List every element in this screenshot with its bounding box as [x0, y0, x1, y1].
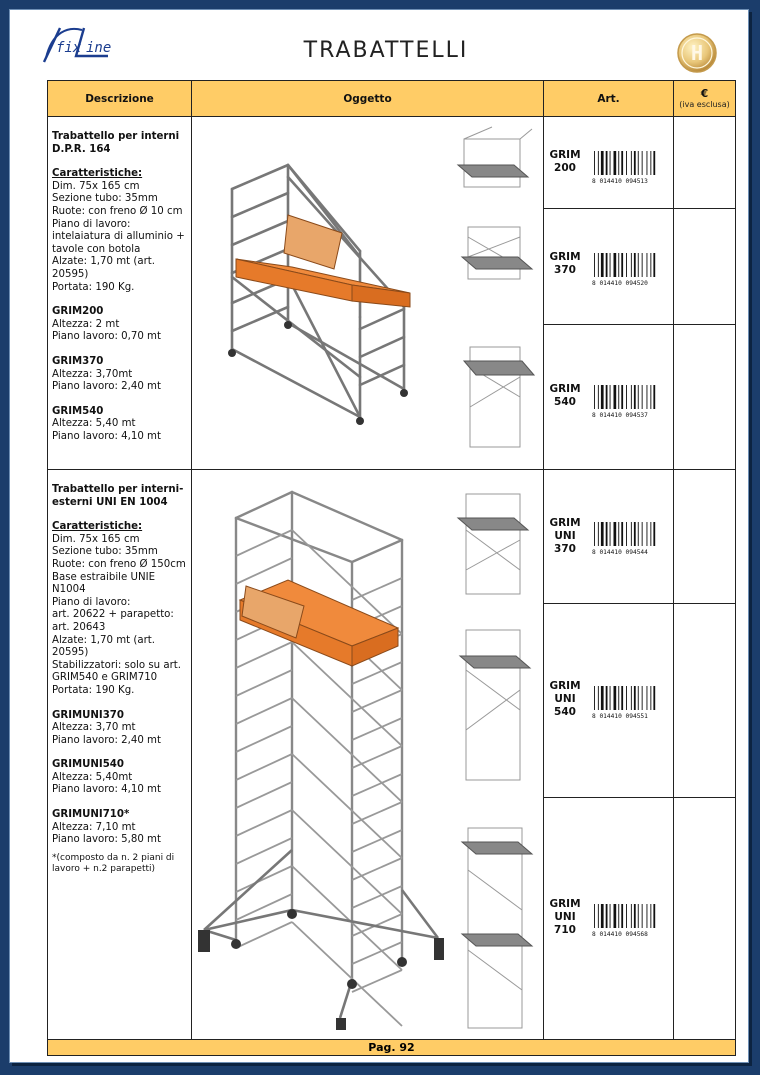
- model-platform: Piano lavoro: 2,40 mt: [52, 381, 161, 393]
- price-cell: [673, 208, 736, 325]
- article-code-line: GRIM: [549, 383, 581, 395]
- barcode-bar: [631, 253, 632, 277]
- barcode-bar: [642, 904, 643, 928]
- section1-feature: Piano di lavoro:: [52, 218, 131, 230]
- article-code-line: UNI: [554, 911, 576, 923]
- scaffold-rung: [352, 578, 402, 600]
- barcode-bar: [594, 253, 595, 277]
- scaffold-rung: [236, 670, 292, 696]
- section1-title-line2: D.P.R. 164: [52, 143, 111, 155]
- article-code-line: 540: [554, 706, 576, 718]
- barcode: [590, 902, 670, 938]
- article-code-line: 710: [554, 924, 576, 936]
- section1-description: [47, 116, 192, 470]
- barcode-number: 8 014410 094513: [592, 178, 648, 185]
- scaffold-rung: [236, 558, 292, 584]
- barcode-bar: [606, 151, 608, 175]
- section2-features-label: Caratteristiche:: [52, 521, 143, 533]
- column-header-art-label: Art.: [597, 92, 620, 105]
- barcode-bar: [631, 686, 632, 710]
- section2-title-line2: esterni UNI EN 1004: [52, 496, 168, 508]
- barcode-bar: [598, 151, 599, 175]
- column-header-object: [191, 80, 544, 117]
- section2-feature: Stabilizzatori: solo su art.: [52, 659, 182, 671]
- model-height: Altezza: 5,40mt: [52, 771, 133, 783]
- article-code: [546, 149, 584, 175]
- barcode-bar: [598, 686, 599, 710]
- svg-text:fix: fix: [56, 40, 82, 56]
- barcode-bar: [638, 151, 639, 175]
- barcode-bar: [614, 151, 617, 175]
- column-header-description-label: Descrizione: [85, 92, 154, 105]
- catalog-page: [9, 9, 749, 1063]
- price-cell: [673, 797, 736, 1040]
- barcode-bar: [610, 522, 611, 546]
- article-cell: [543, 116, 674, 209]
- footnote-line: *(composto da n. 2 piani di: [52, 852, 175, 863]
- column-header-price: [673, 80, 736, 117]
- section1-feature: Alzate: 1,70 mt (art.: [52, 256, 156, 268]
- barcode: [590, 383, 670, 419]
- barcode-bar: [647, 151, 648, 175]
- page-number: Pag. 92: [368, 1041, 415, 1054]
- barcode-bar: [601, 151, 604, 175]
- section2-feature: GRIM540 e GRIM710: [52, 672, 158, 684]
- price-note: (iva esclusa): [679, 100, 730, 109]
- price-cell: [673, 116, 736, 209]
- barcode-bar: [610, 253, 611, 277]
- section2-feature: art. 20622 + parapetto:: [52, 609, 174, 621]
- fixline-logo: [38, 22, 118, 66]
- barcode-bar: [618, 904, 619, 928]
- barcode-bar: [610, 151, 611, 175]
- section1-feature: intelaiatura di alluminio +: [52, 231, 185, 243]
- scaffold-brace: [292, 698, 402, 802]
- barcode-bar: [606, 522, 608, 546]
- column-header-object-label: Oggetto: [343, 92, 392, 105]
- barcode-bar: [594, 686, 595, 710]
- scaffold-rung: [352, 970, 402, 992]
- scaffold-rung: [236, 838, 292, 864]
- barcode-bar: [634, 151, 636, 175]
- barcode-bar: [653, 385, 655, 409]
- barcode-bar: [626, 522, 627, 546]
- barcode-bar: [598, 385, 599, 409]
- scaffold-rung: [236, 642, 292, 668]
- barcode-bar: [634, 385, 636, 409]
- barcode-bar: [650, 253, 651, 277]
- medal-letter: H: [690, 41, 704, 65]
- section1-feature: Portata: 190 Kg.: [52, 281, 135, 293]
- barcode-bar: [601, 253, 604, 277]
- barcode-bar: [594, 385, 595, 409]
- section1-feature: Sezione tubo: 35mm: [52, 193, 158, 205]
- barcode-bar: [653, 253, 655, 277]
- barcode-bar: [650, 686, 651, 710]
- section1-feature: 20595): [52, 268, 89, 280]
- scaffold-brace: [292, 810, 402, 914]
- barcode: [590, 520, 670, 556]
- barcode-bar: [606, 253, 608, 277]
- section2-feature: Piano di lavoro:: [52, 596, 131, 608]
- section2-feature: N1004: [52, 584, 86, 596]
- section2-title-line1: Trabattello per interni-: [52, 484, 184, 495]
- barcode-bar: [642, 385, 643, 409]
- barcode-bar: [647, 904, 648, 928]
- column-header-art: [543, 80, 674, 117]
- barcode-bar: [638, 522, 639, 546]
- model-platform: Piano lavoro: 4,10 mt: [52, 784, 161, 796]
- barcode-bar: [621, 253, 623, 277]
- barcode-bar: [606, 904, 608, 928]
- barcode-bar: [631, 385, 632, 409]
- barcode-bars: [594, 151, 655, 175]
- section2-feature: Alzate: 1,70 mt (art.: [52, 634, 156, 646]
- article-code-line: GRIM: [549, 251, 581, 263]
- scaffold-rung: [236, 726, 292, 752]
- barcode-bar: [621, 151, 623, 175]
- barcode-bar: [653, 686, 655, 710]
- model-platform: Piano lavoro: 2,40 mt: [52, 734, 161, 746]
- barcode-bar: [642, 522, 643, 546]
- model-code: GRIMUNI710*: [52, 809, 130, 821]
- price-cell: [673, 603, 736, 798]
- barcode-bar: [631, 904, 632, 928]
- section2-object-cell: [191, 469, 544, 1040]
- scaffold-rung: [352, 746, 402, 768]
- model-height: Altezza: 2 mt: [52, 318, 120, 330]
- section1-title-line1: Trabattello per interni: [52, 131, 180, 142]
- scaffold-brace: [292, 866, 402, 970]
- scaffold-rung: [352, 802, 402, 824]
- barcode-bar: [610, 686, 611, 710]
- model-code: GRIMUNI540: [52, 759, 124, 771]
- article-code: [546, 898, 584, 937]
- barcode-bar: [601, 385, 604, 409]
- page-footer: [47, 1039, 736, 1056]
- barcode-bar: [601, 904, 604, 928]
- scaffold-indoor-illustration: [192, 117, 543, 469]
- model-platform: Piano lavoro: 4,10 mt: [52, 430, 161, 442]
- barcode-bar: [653, 522, 655, 546]
- barcode-bar: [601, 686, 604, 710]
- scaffold-rung: [236, 698, 292, 724]
- article-code-line: GRIM: [549, 149, 581, 161]
- barcode-number: 8 014410 094568: [592, 931, 648, 938]
- barcode-bar: [606, 686, 608, 710]
- section1-feature: Dim. 75x 165 cm: [52, 180, 140, 192]
- barcode-bar: [614, 904, 617, 928]
- barcode-bar: [631, 522, 632, 546]
- barcode-bar: [598, 522, 599, 546]
- section1-features-label: Caratteristiche:: [52, 168, 143, 180]
- section2-feature: 20595): [52, 647, 89, 659]
- article-code-line: GRIM: [549, 898, 581, 910]
- barcode-bar: [618, 385, 619, 409]
- section1-feature: tavole con botola: [52, 243, 141, 255]
- barcode-bar: [634, 686, 636, 710]
- barcode-bar: [614, 522, 617, 546]
- price-symbol: €: [700, 88, 709, 100]
- scaffold-rung: [236, 754, 292, 780]
- barcode: [590, 251, 670, 287]
- page-title: TRABATTELLI: [303, 38, 469, 63]
- barcode-bar: [634, 904, 636, 928]
- barcode-bar: [650, 904, 651, 928]
- model-height: Altezza: 7,10 mt: [52, 821, 136, 833]
- barcode: [590, 684, 670, 720]
- barcode-bar: [647, 253, 648, 277]
- model-platform: Piano lavoro: 5,80 mt: [52, 834, 161, 846]
- section2-feature: Sezione tubo: 35mm: [52, 546, 158, 558]
- barcode-bars: [594, 253, 655, 277]
- section2-feature: Base estraibile UNIE: [52, 571, 156, 583]
- article-cell: [543, 469, 674, 604]
- section2-feature: art. 20643: [52, 621, 106, 633]
- scaffold-rung: [236, 810, 292, 836]
- barcode: [590, 149, 670, 185]
- barcode-bar: [638, 904, 639, 928]
- article-code-line: 540: [554, 396, 576, 408]
- section1-object-cell: [191, 116, 544, 470]
- article-cell: [543, 603, 674, 798]
- section1-feature: Ruote: con freno Ø 10 cm: [52, 205, 183, 217]
- barcode-number: 8 014410 094520: [592, 280, 648, 287]
- barcode-bar: [638, 686, 639, 710]
- barcode-bar: [638, 253, 639, 277]
- catalog-sheet: [36, 16, 736, 1054]
- barcode-bars: [594, 385, 655, 409]
- barcode-bar: [642, 686, 643, 710]
- article-code-line: 200: [554, 162, 576, 174]
- barcode-bar: [650, 385, 651, 409]
- footnote-line: lavoro + n.2 parapetti): [52, 863, 156, 874]
- barcode-bar: [631, 151, 632, 175]
- section2-feature: Ruote: con freno Ø 150cm: [52, 558, 186, 570]
- barcode-bar: [610, 385, 611, 409]
- article-code: [546, 680, 584, 719]
- article-code: [546, 383, 584, 409]
- model-height: Altezza: 3,70mt: [52, 368, 133, 380]
- model-code: GRIMUNI370: [52, 709, 124, 721]
- barcode-number: 8 014410 094544: [592, 549, 648, 556]
- barcode-bar: [647, 522, 648, 546]
- scaffold-rung: [236, 866, 292, 892]
- barcode-bar: [594, 151, 595, 175]
- barcode-bar: [650, 522, 651, 546]
- barcode-bar: [638, 385, 639, 409]
- barcode-bar: [618, 253, 619, 277]
- scaffold-rung: [236, 782, 292, 808]
- model-code: GRIM540: [52, 405, 104, 417]
- article-code-line: GRIM: [549, 680, 581, 692]
- barcode-bar: [642, 253, 643, 277]
- scaffold-brace: [292, 922, 402, 1026]
- scaffold-brace: [292, 754, 402, 858]
- model-height: Altezza: 3,70 mt: [52, 722, 136, 734]
- barcode-bar: [610, 904, 611, 928]
- model-code: GRIM200: [52, 306, 104, 318]
- article-code-line: 370: [554, 264, 576, 276]
- scaffold-rung: [236, 922, 292, 948]
- barcode-bar: [634, 522, 636, 546]
- barcode-bar: [601, 522, 604, 546]
- barcode-bar: [621, 904, 623, 928]
- barcode-bar: [626, 686, 627, 710]
- barcode-bar: [618, 151, 619, 175]
- barcode-bar: [614, 686, 617, 710]
- barcode-number: 8 014410 094537: [592, 412, 648, 419]
- article-code-line: 370: [554, 543, 576, 555]
- scaffold-rung: [352, 690, 402, 712]
- barcode-bar: [626, 151, 627, 175]
- article-cell: [543, 797, 674, 1040]
- scaffold-rung: [352, 858, 402, 880]
- barcode-bars: [594, 686, 655, 710]
- barcode-bars: [594, 904, 655, 928]
- barcode-bars: [594, 522, 655, 546]
- barcode-bar: [594, 522, 595, 546]
- barcode-bar: [653, 904, 655, 928]
- article-cell: [543, 208, 674, 325]
- scaffold-rung: [236, 530, 292, 556]
- barcode-bar: [621, 522, 623, 546]
- barcode-bar: [621, 385, 623, 409]
- barcode-bar: [653, 151, 655, 175]
- article-code-line: UNI: [554, 693, 576, 705]
- article-code: [546, 517, 584, 556]
- model-height: Altezza: 5,40 mt: [52, 418, 136, 430]
- barcode-bar: [598, 904, 599, 928]
- barcode-number: 8 014410 094551: [592, 713, 648, 720]
- price-cell: [673, 469, 736, 604]
- barcode-bar: [618, 522, 619, 546]
- barcode-bar: [594, 904, 595, 928]
- barcode-bar: [606, 385, 608, 409]
- model-code: GRIM370: [52, 355, 104, 367]
- barcode-bar: [650, 151, 651, 175]
- article-code-line: GRIM: [549, 517, 581, 529]
- svg-text:ine: ine: [86, 40, 112, 56]
- section2-feature: Dim. 75x 165 cm: [52, 533, 140, 545]
- column-header-description: [47, 80, 192, 117]
- barcode-bar: [647, 686, 648, 710]
- barcode-bar: [614, 253, 617, 277]
- price-cell: [673, 324, 736, 470]
- barcode-bar: [634, 253, 636, 277]
- barcode-bar: [642, 151, 643, 175]
- article-cell: [543, 324, 674, 470]
- scaffold-outdoor-illustration: [192, 470, 543, 1039]
- article-code-line: UNI: [554, 530, 576, 542]
- section2-feature: Portata: 190 Kg.: [52, 684, 135, 696]
- barcode-bar: [614, 385, 617, 409]
- barcode-bar: [621, 686, 623, 710]
- medal-icon: [676, 32, 718, 74]
- barcode-bar: [626, 385, 627, 409]
- article-code: [546, 251, 584, 277]
- section2-description: [47, 469, 192, 1040]
- model-platform: Piano lavoro: 0,70 mt: [52, 331, 161, 343]
- barcode-bar: [626, 253, 627, 277]
- barcode-bar: [626, 904, 627, 928]
- barcode-bar: [647, 385, 648, 409]
- barcode-bar: [618, 686, 619, 710]
- page-header: [36, 16, 736, 74]
- barcode-bar: [598, 253, 599, 277]
